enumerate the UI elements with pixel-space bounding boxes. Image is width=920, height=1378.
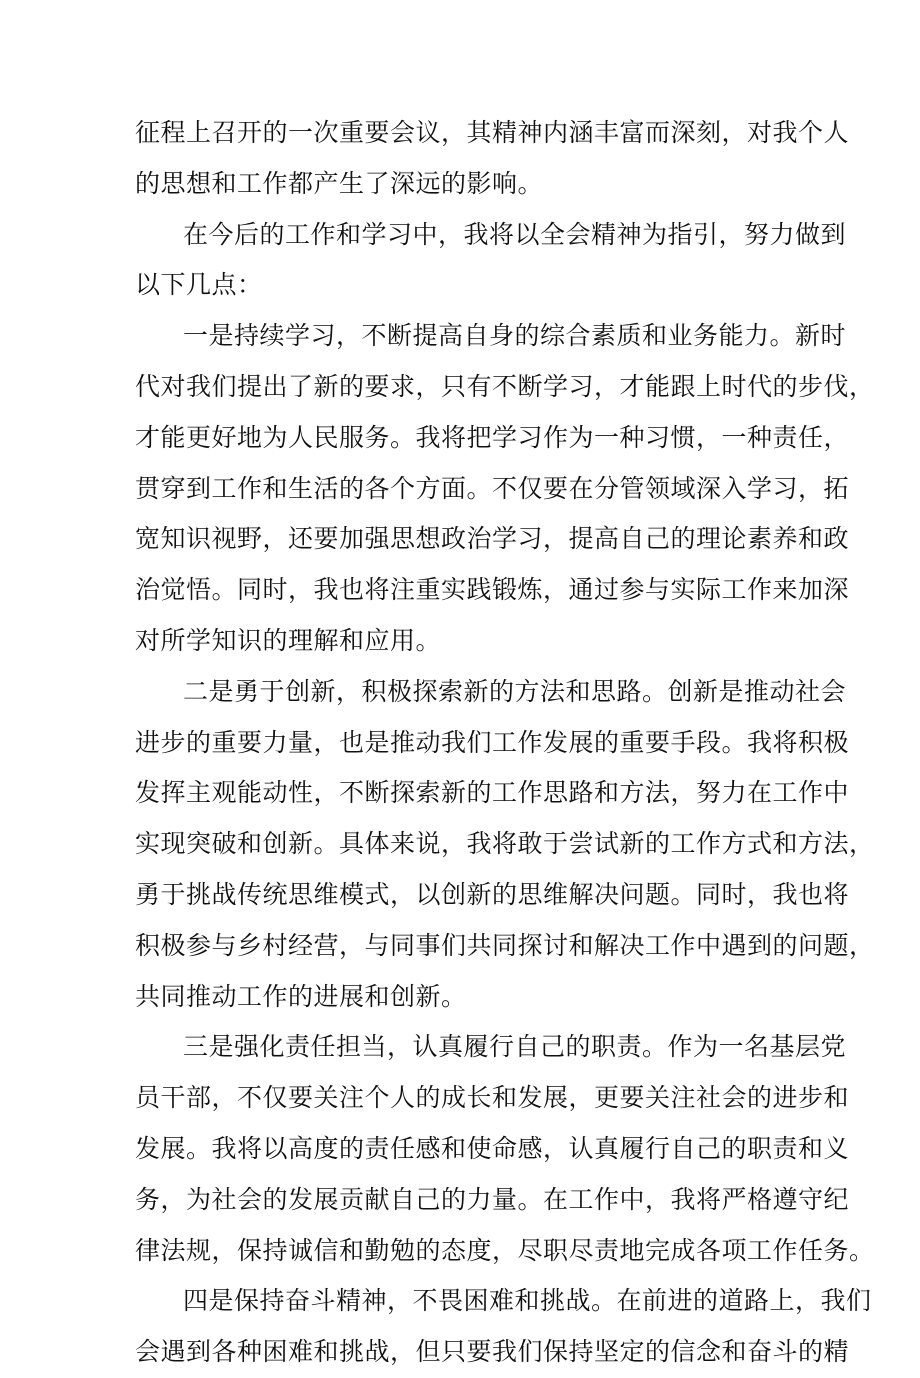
text-line: 发挥主观能动性，不断探索新的工作思路和方法，努力在工作中 (135, 778, 850, 808)
text-line: 律法规，保持诚信和勤勉的态度，尽职尽责地完成各项工作任务。 (135, 1235, 875, 1265)
paragraph-first-line: 在今后的工作和学习中，我将以全会精神为指引，努力做到 (183, 219, 847, 249)
text-line: 才能更好地为人民服务。我将把学习作为一种习惯，一种责任， (135, 422, 850, 452)
text-line: 发展。我将以高度的责任感和使命感，认真履行自己的职责和义 (135, 1133, 850, 1163)
text-line: 对所学知识的理解和应用。 (135, 625, 442, 655)
paragraph-first-line: 二是勇于创新，积极探索新的方法和思路。创新是推动社会 (183, 676, 847, 706)
text-line: 以下几点： (135, 270, 263, 300)
text-line: 积极参与乡村经营，与同事们共同探讨和解决工作中遇到的问题， (135, 930, 875, 960)
text-line: 征程上召开的一次重要会议，其精神内涵丰富而深刻，对我个人 (135, 118, 850, 147)
text-line: 代对我们提出了新的要求，只有不断学习，才能跟上时代的步伐， (135, 371, 875, 401)
text-line: 宽知识视野，还要加强思想政治学习，提高自己的理论素养和政 (135, 524, 850, 554)
paragraph-first-line: 三是强化责任担当，认真履行自己的职责。作为一名基层党 (183, 1032, 847, 1062)
text-line: 务，为社会的发展贡献自己的力量。在工作中，我将严格遵守纪 (135, 1184, 850, 1214)
paragraph-first-line: 四是保持奋斗精神，不畏困难和挑战。在前进的道路上，我们 (183, 1286, 872, 1316)
text-line: 治觉悟。同时，我也将注重实践锻炼，通过参与实际工作来加深 (135, 575, 850, 605)
text-line: 勇于挑战传统思维模式，以创新的思维解决问题。同时，我也将 (135, 879, 850, 909)
text-line: 贯穿到工作和生活的各个方面。不仅要在分管领域深入学习，拓 (135, 473, 850, 503)
text-line: 进步的重要力量，也是推动我们工作发展的重要手段。我将积极 (135, 727, 850, 757)
document-body (135, 108, 875, 1378)
text-line: 会遇到各种困难和挑战，但只要我们保持坚定的信念和奋斗的精 (135, 1337, 850, 1367)
text-line: 实现突破和创新。具体来说，我将敢于尝试新的工作方式和方法， (135, 829, 875, 859)
paragraph-first-line: 一是持续学习，不断提高自身的综合素质和业务能力。新时 (183, 321, 847, 351)
text-line: 共同推动工作的进展和创新。 (135, 981, 467, 1011)
text-line: 的思想和工作都产生了深远的影响。 (135, 168, 544, 198)
text-line: 员干部，不仅要关注个人的成长和发展，更要关注社会的进步和 (135, 1083, 850, 1113)
